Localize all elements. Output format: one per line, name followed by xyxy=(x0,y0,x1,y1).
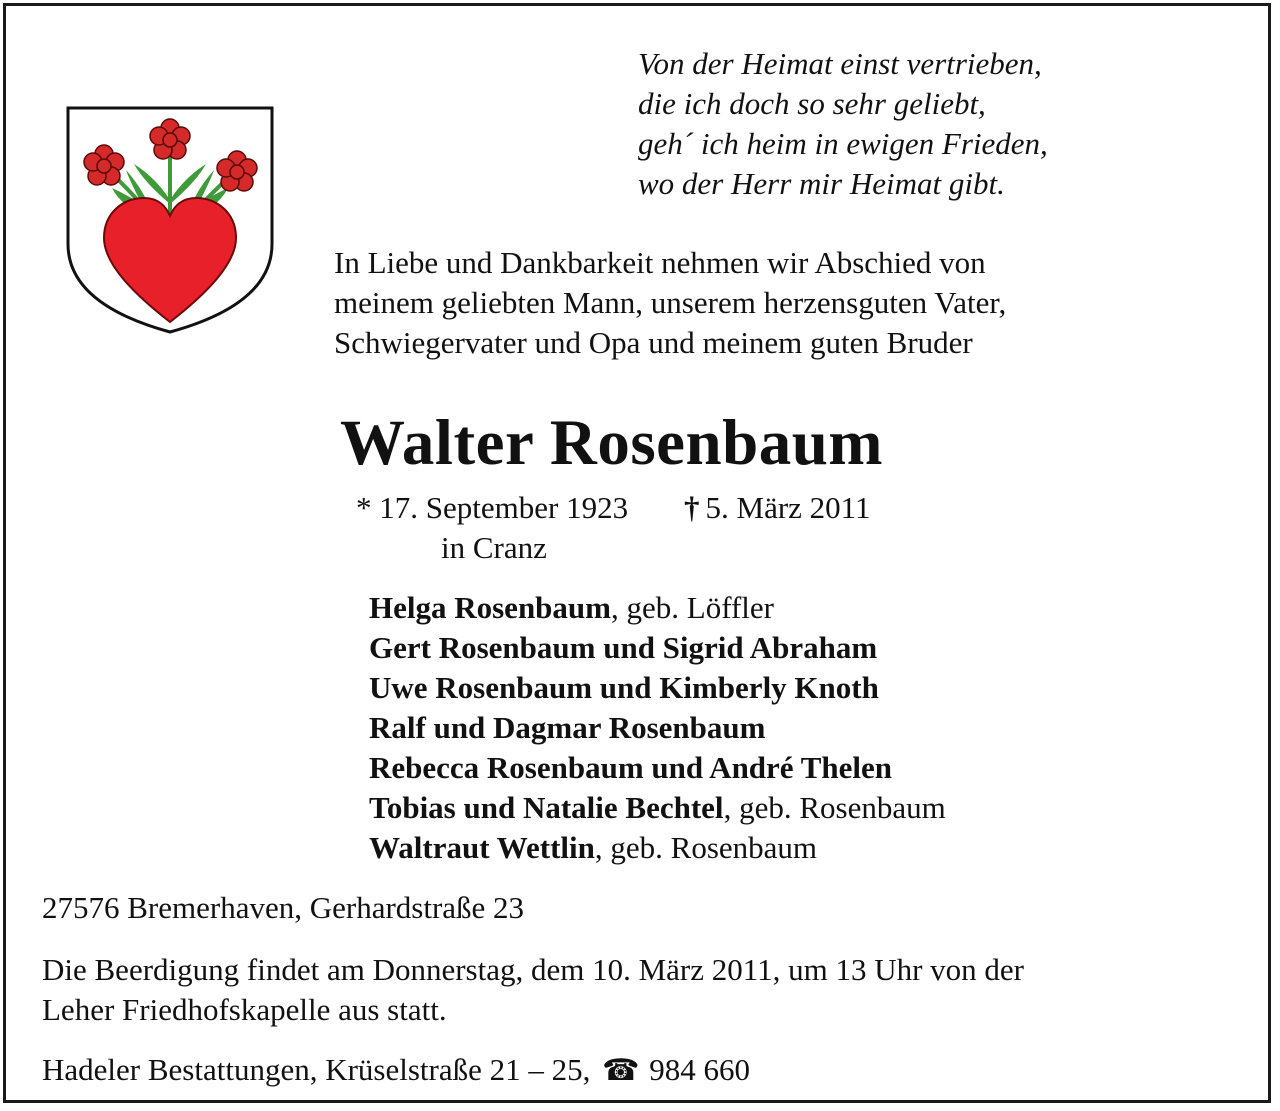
poem-line: die ich doch so sehr geliebt, xyxy=(638,86,986,121)
list-item xyxy=(369,788,946,828)
list-item xyxy=(369,708,946,748)
funeral-line: Leher Friedhofskapelle aus statt. xyxy=(42,992,447,1027)
birth-date: * 17. September 1923 xyxy=(356,490,629,525)
mourner-name: Tobias und Natalie Bechtel xyxy=(369,790,724,825)
poem xyxy=(638,44,1048,204)
mourner-suffix: , geb. Rosenbaum xyxy=(594,830,818,865)
birth-place: in Cranz xyxy=(441,530,547,565)
mourners-list xyxy=(369,588,946,868)
intro-line: meinem geliebten Mann, unserem herzensguten Vater, xyxy=(334,285,1007,320)
poem-line: geh´ ich heim in ewigen Frieden, xyxy=(638,126,1048,161)
intro-line: In Liebe und Dankbarkeit nehmen wir Abschied von xyxy=(334,245,986,280)
mourner-name: Ralf und Dagmar Rosenbaum xyxy=(369,710,766,745)
undertaker-info xyxy=(42,1050,750,1091)
death-date: 5. März 2011 xyxy=(705,490,871,525)
mourner-name: Waltraut Wettlin xyxy=(369,830,595,865)
poem-line: wo der Herr mir Heimat gibt. xyxy=(638,166,1005,201)
mourner-name: Helga Rosenbaum xyxy=(369,590,611,625)
undertaker-text: Hadeler Bestattungen, Krüselstraße 21 – 25, xyxy=(42,1052,591,1087)
mourner-name: Uwe Rosenbaum und Kimberly Knoth xyxy=(369,670,879,705)
list-item xyxy=(369,748,946,788)
funeral-info xyxy=(42,950,1024,1030)
mourner-suffix: , geb. Rosenbaum xyxy=(723,790,946,825)
list-item xyxy=(369,588,946,628)
undertaker-phone: 984 660 xyxy=(649,1052,750,1087)
list-item xyxy=(369,828,946,868)
cross-icon: † xyxy=(684,490,700,525)
telephone-icon: ☎ xyxy=(602,1053,640,1088)
poem-line: Von der Heimat einst vertrieben, xyxy=(638,46,1042,81)
mourner-name: Gert Rosenbaum und Sigrid Abraham xyxy=(369,630,878,665)
intro-line: Schwiegervater und Opa und meinem guten Bruder xyxy=(334,325,973,360)
deceased-name: Walter Rosenbaum xyxy=(340,407,884,479)
death-date-line xyxy=(684,488,871,528)
intro-text xyxy=(334,243,1006,363)
family-address: 27576 Bremerhaven, Gerhardstraße 23 xyxy=(42,890,525,925)
mourner-suffix: , geb. Löffler xyxy=(611,590,774,625)
funeral-line: Die Beerdigung findet am Donnerstag, dem 10. März 2011, um 13 Uhr von der xyxy=(42,952,1025,987)
list-item xyxy=(369,628,946,668)
list-item xyxy=(369,668,946,708)
mourner-name: Rebecca Rosenbaum und André Thelen xyxy=(369,750,893,785)
coat-of-arms-heart-flowers-icon xyxy=(64,104,276,336)
